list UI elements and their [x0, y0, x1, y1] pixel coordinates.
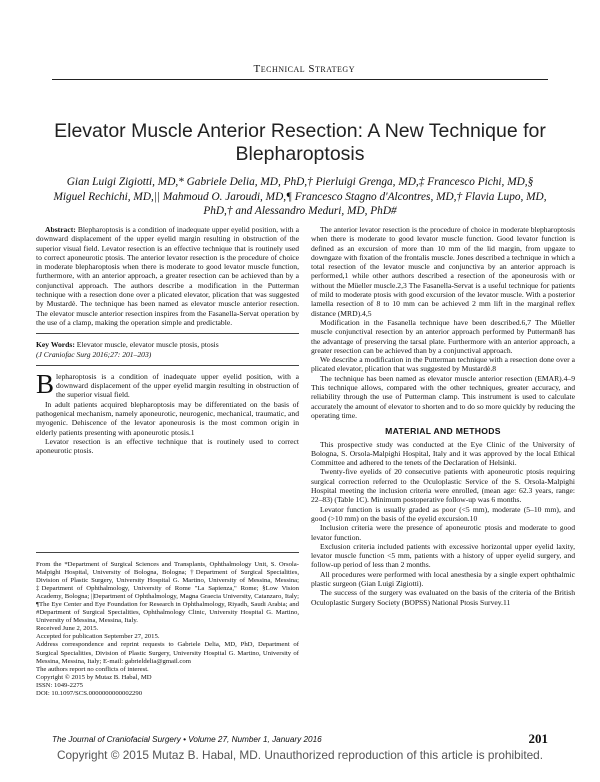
keywords [36, 340, 299, 349]
section-heading: Technical Strategy [253, 63, 355, 75]
citation-divider [36, 365, 299, 366]
footnote-affiliations: From the *Department of Surgical Sciences and Transplants, Ophthalmology Unit, S. Orsola-Malpighi Hospital, University of Bologna, Bologna; †Department of Surgical Specialities, Division of Plastic Surgery, University Hospital G. Martino, University of Messina, Messina; ‡Department of Ophthalmology, University of Rome "La Sapienza," Rome; §Low Vision Academy, Bologna; ||Department of Ophthalmology, Magna Graecia University, Catanzaro, Italy; ¶The Eye Center and Eye Foundation for Research in Ophthalmology, Riyadh, Saudi Arabia; and #Department of Surgical Specialities, Ophthalmology Clinic, University Hospital G. Martino, University of Messina, Messina, Italy. [36, 560, 299, 625]
footnote-issn: ISSN: 1049-2275 [36, 681, 84, 689]
intro-paragraph-3: Levator resection is an effective technique that is routinely used to correct aponeurotic ptosis. [36, 436, 299, 456]
body-paragraph-4: The technique has been named as elevator muscle anterior resection (EMAR).4–9 This technique allows, compared with the other techniques, greater accuracy, and reliability through the use of Putterman clamp. This instrument is used to calculate accurately the amount of elevator to shorten and to do so more quickly by reducing the operating time. [311, 373, 575, 420]
footnotes [36, 561, 299, 699]
methods-paragraph-2: Twenty-five eyelids of 20 consecutive patients with aponeurotic ptosis requiring surgical correction referred to the Oculoplastic Service of the S. Orsola-Malpighi Hospital meeting the inclusion criteria were enrolled, (mean age: 62.3 years, range: 22–83) (Table 1C). Minimum postoperative follow-up was 6 months. [311, 467, 575, 505]
article-title: Elevator Muscle Anterior Resection: A New Technique for Blepharoptosis [54, 120, 546, 165]
author-list: Gian Luigi Zigiotti, MD,* Gabriele Delia, MD, PhD,† Pierluigi Grenga, MD,‡ Francesco Pichi, MD,§ Miguel Rechichi, MD,|| Mahmoud O. Jaroudi, MD,¶ Francesco Stagno d'Alcontres, MD,† Flavia Lupo, MD, PhD,† and Alessandro Meduri, MD, PhD# [53, 176, 547, 217]
body-paragraph-2: Modification in the Fasanella technique have been described.6,7 The Müeller muscle conjunctival resection by an anterior approach performed by Putterman8 has the advantage of preserving the tarsal plate. Furthermore with an anterior approach, a greater resection can be achieved than by a conjunctival approach. [311, 317, 575, 355]
left-column [36, 225, 299, 698]
citation: (J Craniofac Surg 2016;27: 201–203) [36, 349, 152, 359]
footnote-accepted: Accepted for publication September 27, 2015. [36, 633, 160, 641]
methods-heading: MATERIAL AND METHODS [385, 426, 501, 437]
intro-paragraph-2: In adult patients acquired blepharoptosis may be differentiated on the basis of pathogenical mechanism, namely aponeurotic, neurogenic, mechanical, traumatic, and myogenic. Dehiscence of the levator aponeurosis is the most common origin in elderly patients presenting with aponeurotic ptosis.1 [36, 399, 299, 437]
methods-paragraph-6: All procedures were performed with local anesthesia by a single expert ophthalmic plastic surgeon (Gian Luigi Zigiotti). [311, 569, 575, 588]
methods-paragraph-5: Exclusion criteria included patients with excessive horizontal upper eyelid laxity, levator muscle function <5 mm, patients with a history of upper eyelid surgery, and follow-up period of less than 2 months. [311, 541, 575, 570]
drop-cap: B [36, 368, 55, 399]
intro-paragraph-1-text: lepharoptosis is a condition of inadequate upper eyelid position, with a downward displacement of the upper eyelid margin resulting in obstruction of the superior visual field. [56, 371, 299, 400]
journal-footer: The Journal of Craniofacial Surgery • Volume 27, Number 1, January 2016 [52, 735, 322, 744]
footnote-received: Received June 2, 2015. [36, 625, 99, 633]
header-rule [52, 79, 548, 80]
footnote-conflicts: The authors report no conflicts of interest. [36, 665, 149, 673]
body-paragraph-1: The anterior levator resection is the procedure of choice in moderate blepharoptosis when there is moderate to good levator muscle function. Good levator function is defined as an excursion of more than 10 mm of the lid margin, from upgaze to downgaze with fixation of the frontalis muscle. Jones described a technique in which a total resection of the levator muscle and conjunctiva by an anterior approach is performed,1 while other authors described a resection of the aponeurosis with or without the Müeller muscle.2,3 The Fasanella-Servat is a useful technique for patients of mild to moderate ptosis with good excursion of the levator muscle. With a posterior lamella resection of 8 to 10 mm can be achieved 2 mm lift in the marginal reflex distance (MRD).4,5 [311, 225, 575, 318]
intro-paragraph-1 [36, 368, 299, 400]
copyright-notice: Copyright © 2015 Mutaz B. Habal, MD. Unauthorized reproduction of this article is prohibited. [56, 748, 544, 762]
abstract [36, 225, 299, 327]
keywords-text: Elevator muscle, elevator muscle ptosis, ptosis [74, 340, 219, 350]
page-number: 201 [528, 731, 548, 746]
footnote-divider [36, 552, 299, 553]
footnote-doi: DOI: 10.1097/SCS.0000000000002290 [36, 690, 143, 698]
abstract-divider [36, 333, 299, 334]
methods-paragraph-4: Inclusion criteria were the presence of aponeurotic ptosis and moderate to good levator function. [311, 523, 575, 542]
abstract-label: Abstract: [45, 225, 76, 234]
body-paragraph-3: We describe a modification in the Putterman technique with a resection done over a plicated elevator, plication that was suggested by Mustardè.8 [311, 355, 575, 374]
footnote-copyright: Copyright © 2015 by Mutaz B. Habal, MD [36, 673, 152, 681]
abstract-text: Blepharoptosis is a condition of inadequate upper eyelid position, with a downward displacement of the upper eyelid margin resulting in obstruction of the superior visual field. Levator resection is an effective technique that is routinely used to correct aponeurotic ptosis. The anterior levator resection is the procedure of choice in moderate blepharoptosis when there is moderate to good levator muscle function, furthermore, with an anterior approach, a greater resection can be achieved than by a conjunctival approach. The authors describe a modification in the Putterman technique with a resection done over a plicated elevator, plication that was suggested by Mustardè. The technique has been named as elevator muscle anterior resection. The elevator muscle anterior resection inspires from the Fasanella-Servat operation by the use of a clamp, making the operation simple and predictable. [36, 225, 299, 327]
footnote-correspondence: Address correspondence and reprint requests to Gabriele Delia, MD, PhD, Department of Surgical Specialities, Division of Plastic Surgery, University Hospital G. Martino, University of Messina, Messina, Italy; E-mail: gabrieldelia@gmail.com [36, 641, 299, 665]
methods-paragraph-7: The success of the surgery was evaluated on the basis of the criteria of the British Oculoplastic Surgery Society (BOPSS) National Ptosis Survey.11 [311, 588, 575, 607]
methods-paragraph-3: Levator function is usually graded as poor (<5 mm), moderate (5–10 mm), and good (>10 mm) on the basis of the eyelid excursion.10 [311, 504, 575, 523]
right-column [311, 225, 575, 607]
methods-paragraph-1: This prospective study was conducted at the Eye Clinic of the University of Bologna, S. Orsola-Malpighi Hospital, Italy and it was approved by the local Ethical Committee and adhered to the tenets of the Declaration of Helsinki. [311, 439, 575, 468]
keywords-label: Key Words: [36, 340, 75, 350]
